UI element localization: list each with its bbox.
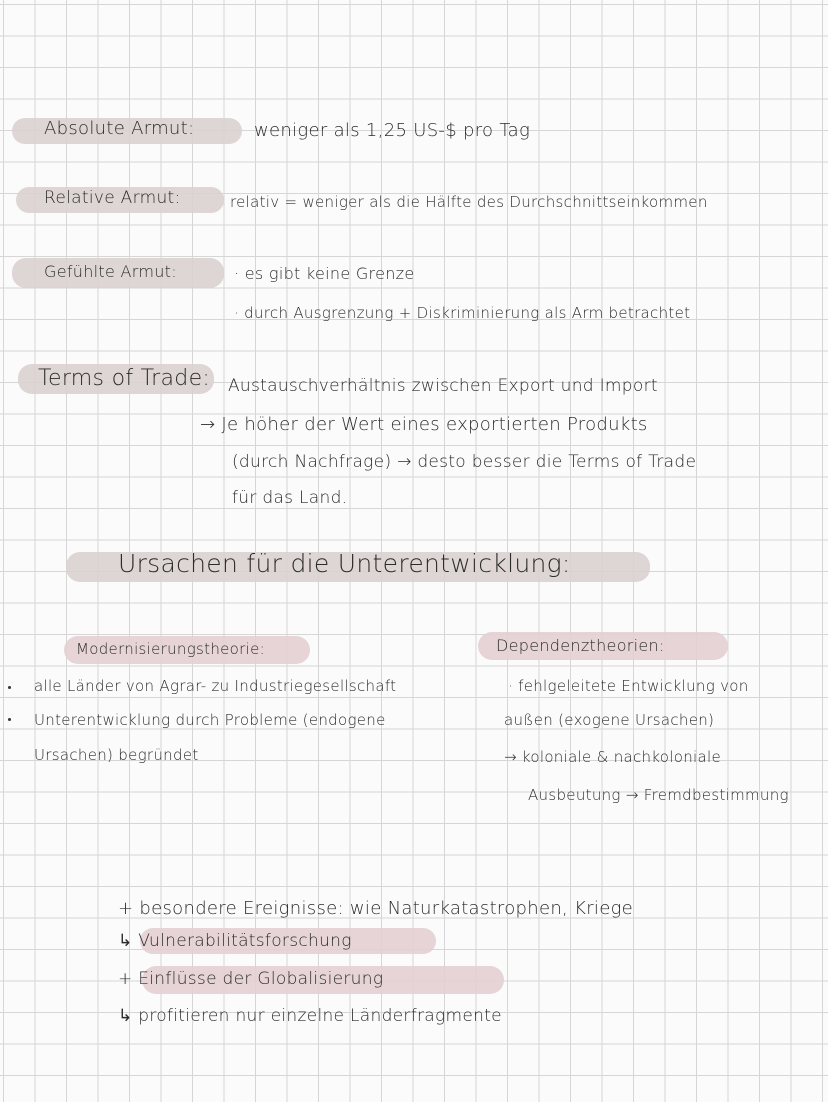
- terms-line-3: (durch Nachfrage) → desto besser die Terms of Trade: [232, 452, 697, 472]
- term-absolute-armut: Absolute Armut:: [44, 118, 195, 139]
- dependenz-line-3: → koloniale & nachkoloniale: [504, 748, 721, 766]
- addition-line-1: + besondere Ereignisse: wie Naturkatastrophen, Kriege: [118, 898, 634, 919]
- modernisierung-heading: Modernisierungstheorie:: [76, 640, 265, 658]
- terms-line-1: Austauschverhältnis zwischen Export und Import: [228, 376, 658, 396]
- term-gefuehlte-armut: Gefühlte Armut:: [44, 262, 177, 281]
- modernisierung-line-2: Unterentwicklung durch Probleme (endogene: [34, 711, 386, 729]
- addition-line-4: ↳ profitieren nur einzelne Länderfragmente: [118, 1006, 502, 1026]
- dependenz-heading: Dependenztheorien:: [496, 636, 665, 655]
- addition-line-3: + Einflüsse der Globalisierung: [118, 969, 384, 989]
- modernisierung-line-1: alle Länder von Agrar- zu Industriegesellschaft: [34, 677, 397, 695]
- text-absolute-armut: weniger als 1,25 US-$ pro Tag: [254, 120, 531, 141]
- bullet-dot: [8, 686, 11, 689]
- gefuehlte-line-2: · durch Ausgrenzung + Diskriminierung als Arm betrachtet: [234, 304, 691, 322]
- gefuehlte-line-1: · es gibt keine Grenze: [234, 264, 415, 283]
- terms-line-2: → Je höher der Wert eines exportierten Produkts: [200, 414, 648, 435]
- text-relative-armut: relativ = weniger als die Hälfte des Durchschnittseinkommen: [230, 193, 708, 211]
- terms-line-4: für das Land.: [232, 488, 348, 508]
- term-terms-of-trade: Terms of Trade:: [38, 366, 211, 391]
- modernisierung-line-3: Ursachen) begründet: [34, 746, 199, 764]
- dependenz-line-4: Ausbeutung → Fremdbestimmung: [528, 786, 789, 804]
- section-title: Ursachen für die Unterentwicklung:: [118, 549, 571, 578]
- addition-line-2: ↳ Vulnerabilitätsforschung: [118, 931, 352, 951]
- bullet-dot: [8, 718, 11, 721]
- dependenz-line-1: · fehlgeleitete Entwicklung von: [508, 677, 749, 695]
- dependenz-line-2: außen (exogene Ursachen): [504, 711, 715, 729]
- term-relative-armut: Relative Armut:: [44, 188, 181, 208]
